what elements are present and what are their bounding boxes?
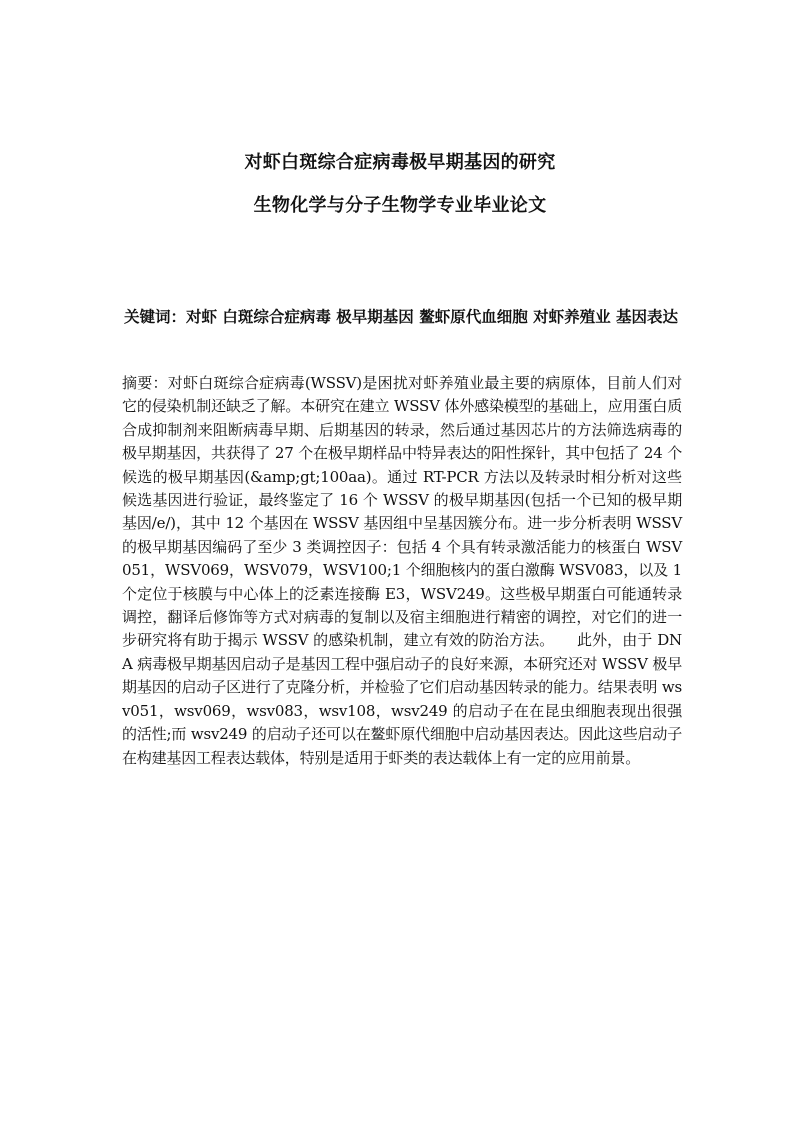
keywords-label: 关键词： (124, 308, 187, 326)
abstract-text: 对虾白斑综合症病毒(WSSV)是困扰对虾养殖业最主要的病原体，目前人们对它的侵染机制还缺乏了解。本研究在建立 WSSV 体外感染模型的基础上，应用蛋白质合成抑制剂来阻断病毒早期、后期基因的转录，然后通过基因芯片的方法筛选病毒的极早期基因，共获得了 27 个在极早期样品中特异表达的阳性探针，其中包括了 24 个候选的极早期基因(&amp;gt;100aa)。通过 RT-PCR 方法以及转录时相分析对这些候选基因进行验证，最终鉴定了 16 个 WSSV 的极早期基因(包括一个已知的极早期基因/e/)，其中 12 个基因在 WSSV 基因组中呈基因簇分布。进一步分析表明 WSSV 的极早期基因编码了至少 3 类调控因子：包括 4 个具有转录激活能力的核蛋白 WSV051，WSV069，WSV079，WSV100;1 个细胞核内的蛋白激酶 WSV083，以及 1 个定位于核膜与中心体上的泛素连接酶 E3，WSV249。这些极早期蛋白可能通转录调控，翻译后修饰等方式对病毒的复制以及宿主细胞进行精密的调控，对它们的进一步研究将有助于揭示 WSSV 的感染机制，建立有效的防治方法。 此外，由于 DNA 病毒极早期基因启动子是基因工程中强启动子的良好来源，本研究还对 WSSV 极早期基因的启动子区进行了克隆分析，并检验了它们启动基因转录的能力。结果表明 wsv051，wsv069，wsv083，wsv108，wsv249 的启动子在在昆虫细胞表现出很强的活性;而 wsv249 的启动子还可以在鳌虾原代细胞中启动基因表达。因此这些启动子在构建基因工程表达载体，特别是适用于虾类的表达载体上有一定的应用前景。 (122, 374, 683, 767)
abstract-section (122, 372, 682, 770)
keywords-text: 对虾 白斑综合症病毒 极早期基因 鳌虾原代血细胞 对虾养殖业 基因表达 (186, 308, 678, 326)
document-title: 对虾白斑综合症病毒极早期基因的研究 (244, 152, 556, 173)
keywords-section (118, 306, 684, 328)
document-subtitle: 生物化学与分子生物学专业毕业论文 (253, 195, 547, 216)
abstract-label: 摘要： (122, 374, 168, 392)
